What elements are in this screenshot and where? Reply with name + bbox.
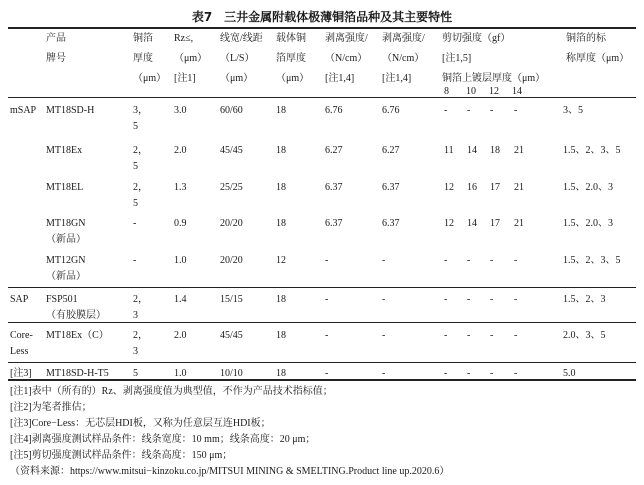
cell-carrier: 18 (276, 294, 286, 305)
cell-cat: SAP (10, 294, 29, 305)
cell-peel1: 6.76 (325, 105, 343, 116)
cell-s8: 12 (444, 218, 454, 229)
header-shear-sub: 10 (466, 86, 476, 97)
cell-s8: - (444, 330, 448, 341)
note-line: [注2]为笔者推估； (10, 402, 92, 413)
note-line: [注4]剥离强度测试样品条件：线条宽度：10 mm；线条高度：20 μm； (10, 434, 316, 445)
cell-thick: 2， 5 (133, 145, 148, 172)
cell-product: MT18Ex（C） (46, 330, 109, 341)
header-carrier: 载体铜 (276, 33, 306, 44)
table-title: 表7 三井金属附载体极薄铜箔品种及其主要特性 (191, 10, 453, 24)
header-shear-sub: 12 (489, 86, 499, 97)
header-nominal: 称厚度（μm） (566, 53, 630, 64)
cell-s14: - (514, 330, 518, 341)
note-line: [注5]剪切强度测试样品条件：线条高度：150 μm； (10, 450, 233, 461)
cell-product: MT18EL (46, 182, 84, 193)
cell-peel2: - (382, 368, 386, 379)
cell-s8: - (444, 105, 448, 116)
header-shear: 铜箔上镀层厚度（μm） (442, 73, 546, 84)
header-shear-sub: 8 (444, 86, 449, 97)
header-rule (8, 97, 636, 98)
cell-s14: - (514, 294, 518, 305)
cell-rz: 1.0 (174, 255, 187, 266)
cell-nominal: 5.0 (563, 368, 576, 379)
header-peel-1: 剥离强度/ (325, 33, 368, 44)
cell-ls: 45/45 (220, 145, 243, 156)
top-rule (8, 27, 636, 29)
cell-peel2: - (382, 294, 386, 305)
cell-s8: 12 (444, 182, 454, 193)
cell-cat: mSAP (10, 105, 37, 116)
header-product: 牌号 (46, 53, 66, 64)
cell-s10: 16 (467, 182, 477, 193)
header-carrier: （μm） (276, 73, 310, 84)
cell-rz: 2.0 (174, 330, 187, 341)
header-shear: [注1,5] (442, 53, 472, 64)
header-foil-thickness: 厚度 (133, 53, 153, 64)
header-line-space: 线宽/线距 (220, 33, 263, 44)
cell-ls: 20/20 (220, 218, 243, 229)
note-line: （资料来源：https://www.mitsui−kinzoku.co.jp/MITSUI MINING & SMELTING.Product line up.2020.6） (10, 466, 450, 477)
cell-s12: 17 (490, 218, 500, 229)
cell-ls: 25/25 (220, 182, 243, 193)
cell-thick: 3， 5 (133, 105, 148, 132)
cell-ls: 20/20 (220, 255, 243, 266)
header-band (8, 28, 636, 98)
cell-thick: - (133, 218, 137, 229)
cell-s12: - (490, 105, 494, 116)
cell-s14: - (514, 368, 518, 379)
cell-carrier: 12 (276, 255, 286, 266)
cell-thick: 2， 3 (133, 330, 148, 357)
cell-s12: - (490, 294, 494, 305)
cell-rz: 3.0 (174, 105, 187, 116)
cell-carrier: 18 (276, 182, 286, 193)
header-shear: 剪切强度（gf） (442, 33, 511, 44)
header-line-space: （μm） (220, 73, 254, 84)
msap-end-rule (8, 287, 636, 288)
header-carrier: 箔厚度 (276, 53, 306, 64)
cell-ls: 60/60 (220, 105, 243, 116)
cell-nominal: 3、5 (563, 105, 583, 116)
cell-peel2: - (382, 255, 386, 266)
cell-nominal: 2.0、3、5 (563, 330, 606, 341)
header-line-space: （L/S） (220, 53, 255, 64)
cell-carrier: 18 (276, 368, 286, 379)
cell-carrier: 18 (276, 145, 286, 156)
cell-nominal: 1.5、2.0、3 (563, 182, 613, 193)
cell-s8: - (444, 368, 448, 379)
cell-s12: 17 (490, 182, 500, 193)
header-foil-thickness: （μm） (133, 73, 167, 84)
cell-s8: - (444, 255, 448, 266)
cell-s14: - (514, 105, 518, 116)
cell-rz: 1.0 (174, 368, 187, 379)
cell-thick: 2， 5 (133, 182, 148, 209)
cell-rz: 1.3 (174, 182, 187, 193)
coreless-end-rule (8, 362, 636, 363)
cell-peel1: - (325, 330, 329, 341)
cell-carrier: 18 (276, 330, 286, 341)
header-peel-2: 剥离强度/ (382, 33, 425, 44)
cell-s14: 21 (514, 145, 524, 156)
cell-ls: 15/15 (220, 294, 243, 305)
cell-ls: 45/45 (220, 330, 243, 341)
header-rz: [注1] (174, 73, 196, 84)
cell-peel2: - (382, 330, 386, 341)
note-line: [注3]Core−Less：无芯层HDI板，又称为任意层互连HDI板； (10, 418, 271, 429)
cell-peel1: 6.37 (325, 182, 343, 193)
cell-s10: - (467, 330, 471, 341)
cell-s8: - (444, 294, 448, 305)
cell-peel2: 6.76 (382, 105, 400, 116)
cell-thick: 2， 3 (133, 294, 148, 321)
cell-s10: 14 (467, 145, 477, 156)
cell-peel2: 6.37 (382, 182, 400, 193)
cell-peel2: 6.37 (382, 218, 400, 229)
cell-product: MT18GN （新品） (46, 218, 86, 245)
header-product: 产品 (46, 33, 66, 44)
cell-rz: 2.0 (174, 145, 187, 156)
cell-s10: - (467, 105, 471, 116)
cell-peel1: 6.37 (325, 218, 343, 229)
cell-s8: 11 (444, 145, 454, 156)
cell-s12: - (490, 330, 494, 341)
cell-nominal: 1.5、2.0、3 (563, 218, 613, 229)
cell-s14: 21 (514, 218, 524, 229)
cell-cat: [注3] (10, 368, 32, 379)
cell-nominal: 1.5、2、3、5 (563, 255, 621, 266)
cell-s10: 14 (467, 218, 477, 229)
cell-rz: 0.9 (174, 218, 187, 229)
cell-ls: 10/10 (220, 368, 243, 379)
header-rz: Rz≤, (174, 33, 194, 44)
cell-s12: 18 (490, 145, 500, 156)
cell-product: MT18SD-H (46, 105, 95, 116)
cell-s12: - (490, 255, 494, 266)
cell-carrier: 18 (276, 105, 286, 116)
header-peel-2: [注1,4] (382, 73, 412, 84)
header-foil-thickness: 铜箔 (133, 33, 153, 44)
cell-s12: - (490, 368, 494, 379)
header-peel-1: （N/cm） (325, 53, 368, 64)
cell-nominal: 1.5、2、3、5 (563, 145, 621, 156)
cell-rz: 1.4 (174, 294, 187, 305)
header-rz: （μm） (174, 53, 208, 64)
cell-s10: - (467, 255, 471, 266)
cell-s14: 21 (514, 182, 524, 193)
cell-s10: - (467, 294, 471, 305)
cell-peel1: - (325, 368, 329, 379)
header-peel-2: （N/cm） (382, 53, 425, 64)
cell-carrier: 18 (276, 218, 286, 229)
cell-product: MT18SD-H-T5 (46, 368, 109, 379)
cell-thick: 5 (133, 368, 138, 379)
cell-s14: - (514, 255, 518, 266)
cell-product: MT12GN （新品） (46, 255, 86, 282)
header-peel-1: [注1,4] (325, 73, 355, 84)
cell-peel1: - (325, 255, 329, 266)
cell-product: MT18Ex (46, 145, 83, 156)
note-line: [注1]表中（所有的）Rz、剥离强度值为典型值，不作为产品技术指标值； (10, 386, 333, 397)
cell-peel1: 6.27 (325, 145, 343, 156)
header-nominal: 铜箔的标 (566, 33, 606, 44)
cell-s10: - (467, 368, 471, 379)
cell-peel2: 6.27 (382, 145, 400, 156)
cell-peel1: - (325, 294, 329, 305)
cell-thick: - (133, 255, 137, 266)
cell-nominal: 1.5、2、3 (563, 294, 606, 305)
cell-cat: Core- Less (10, 330, 33, 357)
header-shear-sub: 14 (512, 86, 522, 97)
cell-product: FSP501 （有胶膜层） (46, 294, 106, 321)
